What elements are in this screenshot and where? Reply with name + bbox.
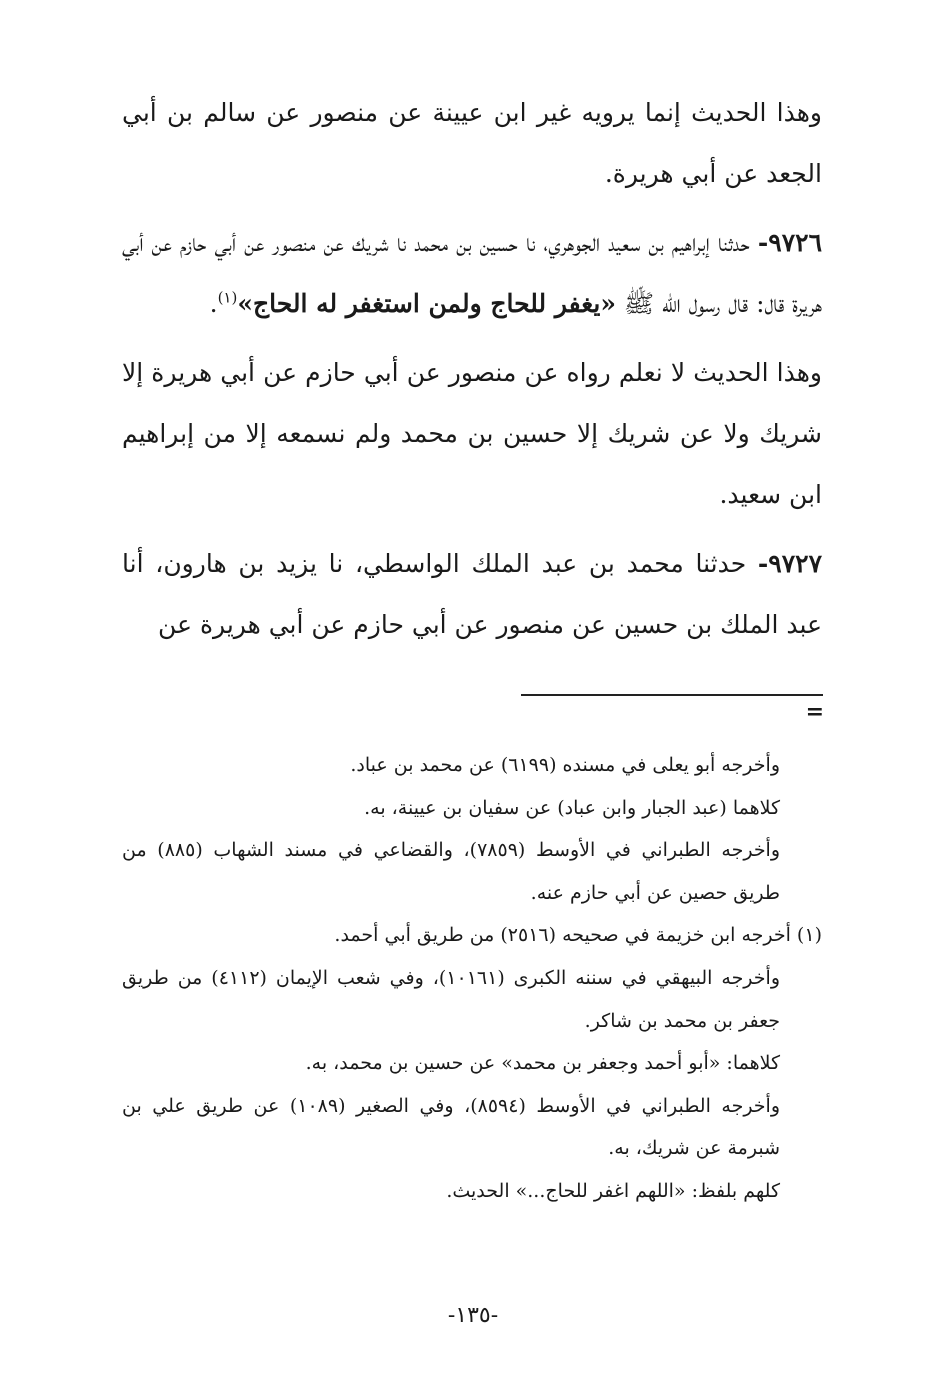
hadith-number: ٩٧٢٧-	[757, 549, 822, 578]
paragraph-commentary-1	[122, 82, 822, 204]
hadith-9726	[122, 212, 822, 334]
footnote-line: وأخرجه البيهقي في سننه الكبرى (١٠١٦١)، وفي شعب الإيمان (٤١١٢) من طريق جعفر بن محمد بن شاكر.	[122, 966, 780, 1032]
footnote-separator	[521, 694, 823, 696]
footnote-line: كلهم بلفظ: «اللهم اغفر للحاج...» الحديث.	[446, 1179, 780, 1202]
footnote-line: وأخرجه أبو يعلى في مسنده (٦١٩٩) عن محمد بن عباد.	[350, 754, 780, 776]
hadith-number: ٩٧٢٦-	[757, 228, 822, 257]
page-number: -١٣٥-	[447, 1303, 499, 1328]
paragraph-text: وهذا الحديث إنما يرويه غير ابن عيينة عن منصور عن سالم بن أبي الجعد عن أبي هريرة.	[122, 98, 822, 188]
footnotes	[122, 744, 822, 1213]
paragraph-text: وهذا الحديث لا نعلم رواه عن منصور عن أبي حازم عن أبي هريرة إلا شريك ولا عن شريك إلا حسين بن محمد ولم نسمعه إلا من إبراهيم ابن سعيد.	[122, 358, 822, 509]
footnote-1: (١) أخرجه ابن خزيمة في صحيحه (٢٥١٦) من طريق أبي أحمد.	[334, 924, 822, 947]
hadith-matn: «يغفر للحاج ولمن استغفر له الحاج»	[237, 289, 616, 318]
footnote-marker: (١)	[217, 288, 238, 307]
footnote-continued-mark: =	[805, 699, 824, 725]
hadith-isnad: حدثنا محمد بن عبد الملك الواسطي، نا يزيد بن هارون، أنا عبد الملك بن حسين عن منصور عن أبي حازم عن أبي هريرة عن	[122, 549, 822, 639]
hadith-9727	[122, 533, 822, 655]
footnote-line: كلاهما: «أبو أحمد وجعفر بن محمد» عن حسين بن محمد، به.	[305, 1052, 780, 1075]
footnote-line: كلاهما (عبد الجبار وابن عباد) عن سفيان بن عيينة، به.	[364, 796, 780, 819]
hadith-end: .	[209, 289, 218, 318]
main-text	[122, 82, 822, 663]
footnote-line: وأخرجه الطبراني في الأوسط (٨٥٩٤)، وفي الصغير (١٠٨٩) عن طريق علي بن شبرمة عن شريك، به.	[122, 1094, 780, 1160]
footnote-line: وأخرجه الطبراني في الأوسط (٧٨٥٩)، والقضاعي في مسند الشهاب (٨٨٥) من طريق حصين عن أبي حازم عنه.	[122, 839, 781, 904]
paragraph-commentary-2	[122, 342, 822, 525]
hadith-isnad: حدثنا إبراهيم بن سعيد الجوهري، نا حسين بن محمد نا شريك عن منصور عن أبي حازم عن أبي هريرة قال: قال رسول الله ﷺ	[122, 228, 822, 318]
